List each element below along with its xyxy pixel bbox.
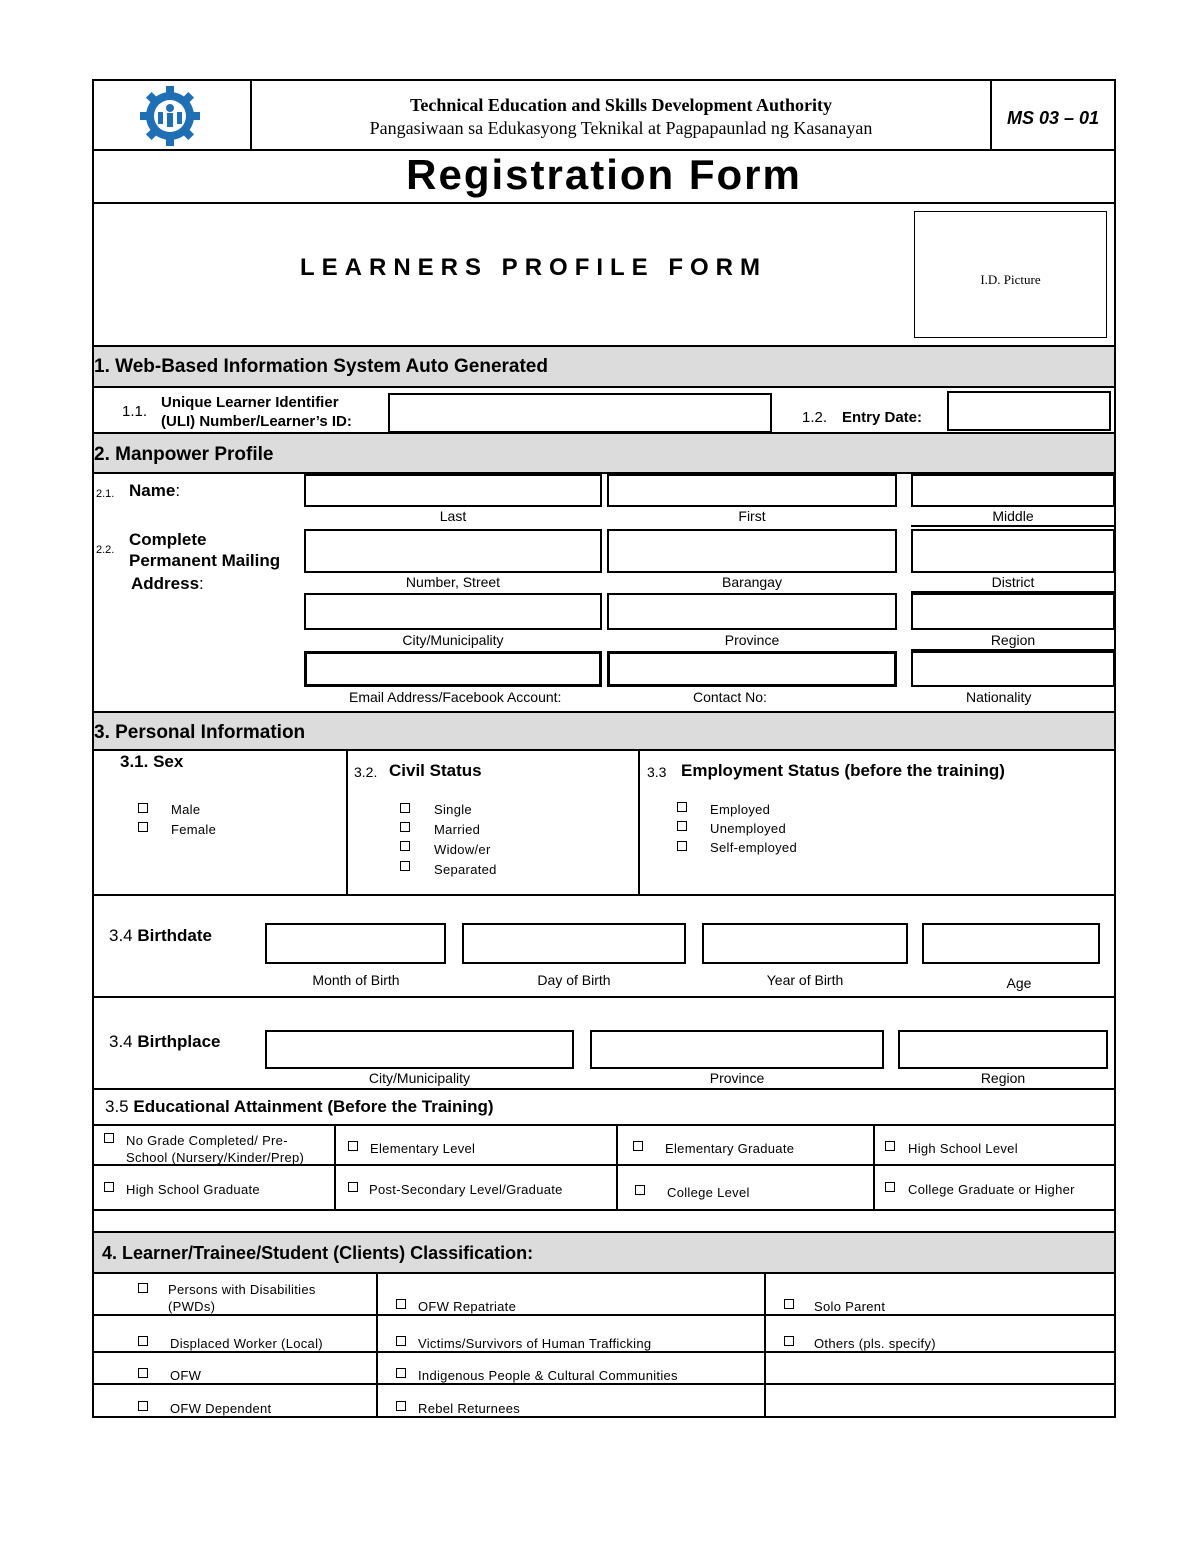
name-colon: : (175, 481, 181, 500)
email-caption: Email Address/Facebook Account: (349, 689, 562, 705)
trafficking-victims-label: Victims/Survivors of Human Trafficking (418, 1336, 652, 1351)
birthplace-region-caption: Region (980, 1070, 1026, 1086)
employed-checkbox[interactable] (677, 802, 687, 812)
ofw-label: OFW (170, 1368, 202, 1383)
city-caption: City/Municipality (402, 632, 504, 648)
id-picture-label: I.D. Picture (980, 272, 1041, 287)
barangay-caption: Barangay (722, 574, 782, 590)
high-school-level-label: High School Level (908, 1141, 1018, 1156)
ofw-dependent-label: OFW Dependent (170, 1401, 272, 1416)
last-name-input[interactable] (304, 474, 602, 507)
college-level-label: College Level (667, 1185, 750, 1200)
name-label: Name (129, 481, 176, 500)
section4-title: 4. Learner/Trainee/Student (Clients) Classification: (102, 1243, 534, 1263)
high-school-level-checkbox[interactable] (885, 1141, 895, 1151)
form-subtitle: LEARNERS PROFILE FORM (300, 254, 768, 281)
street-input[interactable] (304, 529, 602, 573)
entry-date-input[interactable] (947, 391, 1111, 431)
displaced-worker-checkbox[interactable] (138, 1336, 148, 1346)
others-label: Others (pls. specify) (814, 1336, 936, 1351)
rebel-returnees-label: Rebel Returnees (418, 1401, 521, 1416)
post-secondary-label: Post-Secondary Level/Graduate (369, 1182, 563, 1197)
unemployed-label: Unemployed (710, 821, 786, 836)
college-graduate-checkbox[interactable] (885, 1182, 895, 1192)
district-input[interactable] (911, 529, 1115, 573)
middle-name-caption: Middle (992, 508, 1034, 524)
male-label: Male (171, 802, 201, 817)
birthplace-label: Birthplace (137, 1032, 221, 1051)
birthdate-number: 3.4 (109, 926, 133, 945)
birthplace-province-input[interactable] (590, 1030, 884, 1069)
address-label-line3: Address (131, 574, 200, 593)
birthplace-region-input[interactable] (898, 1030, 1108, 1069)
middle-name-input[interactable] (911, 474, 1115, 507)
displaced-worker-label: Displaced Worker (Local) (170, 1336, 323, 1351)
address-number: 2.2. (96, 544, 115, 556)
section2-title: 2. Manpower Profile (94, 444, 274, 465)
agency-name-local: Pangasiwaan sa Edukasyong Teknikal at Pagpapaunlad ng Kasanayan (369, 118, 873, 138)
age-caption: Age (1006, 975, 1032, 991)
city-input[interactable] (304, 593, 602, 630)
elementary-level-checkbox[interactable] (348, 1141, 358, 1151)
married-checkbox[interactable] (400, 822, 410, 832)
college-graduate-label: College Graduate or Higher (908, 1182, 1075, 1197)
no-grade-label-line2: School (Nursery/Kinder/Prep) (126, 1150, 305, 1165)
contact-number-input[interactable] (607, 651, 897, 687)
ofw-checkbox[interactable] (138, 1368, 148, 1378)
last-name-caption: Last (439, 508, 467, 524)
pwd-checkbox[interactable] (138, 1283, 148, 1293)
section1-title: 1. Web-Based Information System Auto Generated (94, 356, 548, 377)
female-checkbox[interactable] (138, 822, 148, 832)
entry-date-number: 1.2. (802, 409, 828, 426)
widow-label: Widow/er (434, 842, 491, 857)
name-number: 2.1. (96, 488, 115, 500)
birthdate-label: Birthdate (137, 926, 212, 945)
region-input[interactable] (911, 593, 1115, 630)
unemployed-checkbox[interactable] (677, 821, 687, 831)
street-caption: Number, Street (405, 574, 501, 590)
pwd-label-line2: (PWDs) (168, 1299, 216, 1314)
form-code: MS 03 – 01 (1006, 108, 1100, 128)
education-label: Educational Attainment (Before the Training) (133, 1097, 494, 1116)
region-caption: Region (990, 632, 1036, 648)
birthplace-city-caption: City/Municipality (368, 1070, 471, 1086)
separated-checkbox[interactable] (400, 861, 410, 871)
birth-month-caption: Month of Birth (312, 972, 400, 988)
others-checkbox[interactable] (784, 1336, 794, 1346)
high-school-graduate-label: High School Graduate (126, 1182, 260, 1197)
birthplace-city-input[interactable] (265, 1030, 574, 1069)
separated-label: Separated (434, 862, 497, 877)
ofw-repatriate-checkbox[interactable] (396, 1299, 406, 1309)
no-grade-label-line1: No Grade Completed/ Pre- (126, 1133, 288, 1148)
elementary-graduate-checkbox[interactable] (633, 1141, 643, 1151)
civil-status-number: 3.2. (354, 764, 378, 780)
birth-day-input[interactable] (462, 923, 686, 964)
address-label-line1: Complete (129, 530, 207, 549)
ofw-repatriate-label: OFW Repatriate (418, 1299, 517, 1314)
ofw-dependent-checkbox[interactable] (138, 1401, 148, 1411)
nationality-input[interactable] (911, 651, 1115, 687)
form-title: Registration Form (406, 151, 802, 198)
married-label: Married (434, 822, 481, 837)
birthplace-number: 3.4 (109, 1032, 133, 1051)
tesda-gear-logo-icon (138, 84, 202, 148)
entry-date-label: Entry Date: (842, 409, 923, 426)
single-label: Single (434, 802, 472, 817)
uli-number: 1.1. (122, 403, 148, 420)
civil-status-label: Civil Status (389, 761, 482, 780)
solo-parent-label: Solo Parent (814, 1299, 886, 1314)
employment-number: 3.3 (647, 764, 667, 780)
rebel-returnees-checkbox[interactable] (396, 1401, 406, 1411)
first-name-input[interactable] (607, 474, 897, 507)
employed-label: Employed (710, 802, 771, 817)
trafficking-victims-checkbox[interactable] (396, 1336, 406, 1346)
address-label-line2: Permanent Mailing (129, 551, 281, 570)
indigenous-people-label: Indigenous People & Cultural Communities (418, 1368, 678, 1383)
sex-label: 3.1. Sex (120, 752, 184, 771)
agency-logo (138, 84, 202, 148)
birth-month-input[interactable] (265, 923, 446, 964)
birth-year-input[interactable] (702, 923, 908, 964)
widow-checkbox[interactable] (400, 841, 410, 851)
self-employed-checkbox[interactable] (677, 841, 687, 851)
elementary-level-label: Elementary Level (370, 1141, 476, 1156)
agency-name: Technical Education and Skills Development Authority (410, 95, 832, 115)
age-input[interactable] (922, 923, 1100, 964)
no-grade-checkbox[interactable] (104, 1133, 114, 1143)
post-secondary-checkbox[interactable] (348, 1182, 358, 1192)
college-level-checkbox[interactable] (635, 1185, 645, 1195)
province-input[interactable] (607, 593, 897, 630)
birth-day-caption: Day of Birth (537, 972, 611, 988)
self-employed-label: Self-employed (710, 840, 797, 855)
nationality-caption: Nationality (966, 689, 1032, 705)
email-input[interactable] (304, 651, 602, 687)
elementary-graduate-label: Elementary Graduate (665, 1141, 795, 1156)
contact-number-caption: Contact No: (693, 689, 767, 705)
education-number: 3.5 (105, 1097, 129, 1116)
pwd-label-line1: Persons with Disabilities (168, 1282, 316, 1297)
section3-title: 3. Personal Information (94, 722, 306, 743)
birthplace-province-caption: Province (709, 1070, 765, 1086)
first-name-caption: First (738, 508, 766, 524)
uli-input[interactable] (388, 393, 772, 433)
male-checkbox[interactable] (138, 803, 148, 813)
district-caption: District (991, 574, 1035, 590)
uli-label-line2: (ULI) Number/Learner’s ID: (161, 413, 352, 430)
female-label: Female (171, 822, 217, 837)
employment-label: Employment Status (before the training) (681, 761, 1005, 780)
high-school-graduate-checkbox[interactable] (104, 1182, 114, 1192)
solo-parent-checkbox[interactable] (784, 1299, 794, 1309)
single-checkbox[interactable] (400, 803, 410, 813)
uli-label-line1: Unique Learner Identifier (161, 394, 339, 411)
indigenous-people-checkbox[interactable] (396, 1368, 406, 1378)
address-colon: : (199, 574, 204, 593)
birth-year-caption: Year of Birth (766, 972, 844, 988)
province-caption: Province (724, 632, 780, 648)
barangay-input[interactable] (607, 529, 897, 573)
